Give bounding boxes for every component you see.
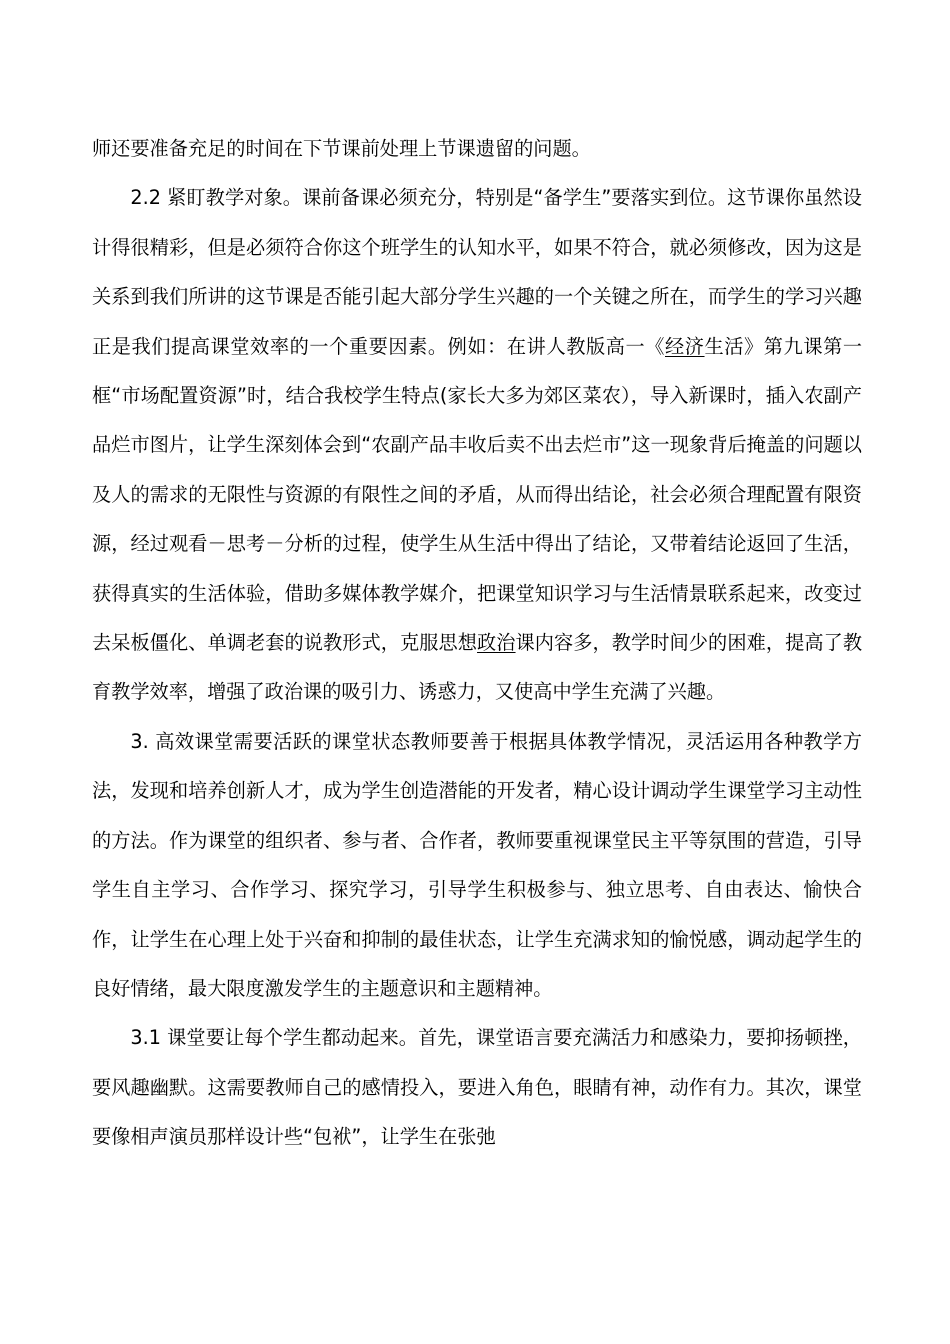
paragraph-3 (92, 717, 862, 1013)
paragraph-text: 3. 高效课堂需要活跃的课堂状态教师要善于根据具体教学情况，灵活运用各种教学方法，发现和培养创新人才，成为学生创造潜能的开发者，精心设计调动学生课堂学习主动性的方法。作为课堂的组织者、参与者、合作者，教师要重视课堂民主平等氛围的营造，引导学生自主学习、合作学习、探究学习，引导学生积极参与、独立思考、自由表达、愉快合作，让学生在心理上处于兴奋和抑制的最佳状态，让学生充满求知的愉悦感，调动起学生的良好情绪，最大限度激发学生的主题意识和主题精神。 (92, 729, 862, 1000)
paragraph-text: 生活》第九课第一框“市场配置资源”时，结合我校学生特点(家长大多为郊区菜农），导入新课时，插入农副产品烂市图片，让学生深刻体会到“农副产品丰收后卖不出去烂市”这一现象背后掩盖的问题以及人的需求的无限性与资源的有限性之间的矛盾，从而得出结论，社会必须合理配置有限资源，经过观看－思考－分析的过程，使学生从生活中得出了结论，又带着结论返回了生活，获得真实的生活体验，借助多媒体教学媒介，把课堂知识学习与生活情景联系起来，改变过去呆板僵化、单调老套的说教形式，克服思想 (92, 334, 863, 655)
paragraph-2-2 (92, 173, 862, 716)
paragraph-text: 2.2 紧盯教学对象。课前备课必须充分，特别是“备学生”要落实到位。这节课你虽然设计得很精彩，但是必须符合你这个班学生的认知水平，如果不符合，就必须修改，因为这是关系到我们所讲的这节课是否能引起大部分学生兴趣的一个关键之所在，而学生的学习兴趣正是我们提高课堂效率的一个重要因素。例如：在讲人教版高一《 (92, 186, 862, 358)
paragraph-continuation (92, 124, 862, 173)
paragraph-text: 师还要准备充足的时间在下节课前处理上节课遗留的问题。 (92, 137, 591, 160)
paragraph-text: 课内容多，教学时间少的困难，提高了教育教学效率，增强了政治课的吸引力、诱惑力，又使高中学生充满了兴趣。 (92, 631, 863, 704)
link-politics[interactable]: 政治 (477, 631, 516, 655)
document-page (92, 124, 862, 1162)
link-economy[interactable]: 经济 (665, 334, 705, 358)
paragraph-text: 3.1 课堂要让每个学生都动起来。首先，课堂语言要充满活力和感染力，要抑扬顿挫，要风趣幽默。这需要教师自己的感情投入，要进入角色，眼睛有神，动作有力。其次，课堂要像相声演员那样设计些“包袱”，让学生在张弛 (92, 1026, 862, 1149)
paragraph-3-1 (92, 1013, 862, 1161)
